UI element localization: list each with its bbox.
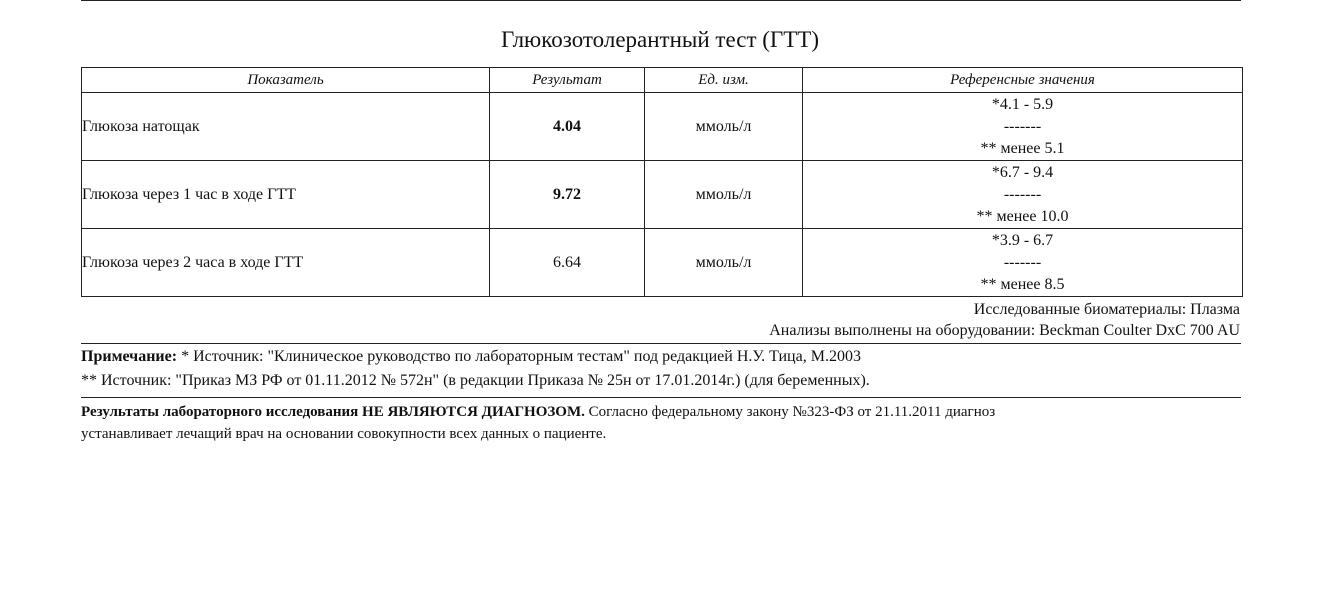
page-title: Глюкозотолерантный тест (ГТТ)	[501, 27, 819, 52]
row-value: 9.72	[490, 161, 645, 229]
table-row	[82, 229, 1243, 297]
row-unit: ммоль/л	[645, 161, 803, 229]
row-name: Глюкоза натощак	[82, 93, 490, 161]
row-reference	[803, 161, 1243, 229]
equipment-info: Анализы выполнены на оборудовании: Beckman Coulter DxC 700 AU	[769, 322, 1240, 339]
row-value: 6.64	[490, 229, 645, 297]
ref-line: ** менее 10.0	[976, 207, 1069, 225]
header-result: Результат	[490, 68, 645, 93]
disclaimer-line-2: устанавливает лечащий врач на основании совокупности всех данных о пациенте.	[81, 426, 607, 442]
disclaimer	[81, 401, 1241, 445]
row-name: Глюкоза через 2 часа в ходе ГТТ	[82, 229, 490, 297]
row-name: Глюкоза через 1 час в ходе ГТТ	[82, 161, 490, 229]
ref-line: ** менее 8.5	[980, 275, 1065, 293]
biomaterial-info: Исследованные биоматериалы: Плазма	[973, 301, 1240, 318]
ref-line: *4.1 - 5.9	[991, 95, 1054, 113]
note-source-1: * Источник: "Клиническое руководство по лабораторным тестам" под редакцией Н.У. Тица, М.2003	[177, 348, 861, 365]
table-row	[82, 161, 1243, 229]
ref-separator: -------	[1003, 253, 1042, 271]
note-label: Примечание:	[81, 348, 178, 365]
row-reference	[803, 93, 1243, 161]
note-line-2: ** Источник: "Приказ МЗ РФ от 01.11.2012 № 572н" (в редакции Приказа № 25н от 17.01.2014г.) (для беременных).	[81, 372, 870, 389]
header-reference: Референсные значения	[803, 68, 1243, 93]
table-header-row	[82, 68, 1243, 93]
disclaimer-bold: Результаты лабораторного исследования НЕ ЯВЛЯЮТСЯ ДИАГНОЗОМ.	[81, 404, 585, 420]
note-line-1	[81, 345, 1241, 369]
ref-line: ** менее 5.1	[980, 139, 1065, 157]
header-unit: Ед. изм.	[645, 68, 803, 93]
top-rule	[81, 0, 1241, 1]
table-row	[82, 93, 1243, 161]
header-indicator: Показатель	[82, 68, 490, 93]
divider	[81, 397, 1241, 398]
divider	[81, 343, 1241, 344]
disclaimer-line-1	[81, 401, 1241, 423]
ref-line: *6.7 - 9.4	[991, 163, 1054, 181]
ref-line: *3.9 - 6.7	[991, 231, 1054, 249]
results-table	[81, 67, 1243, 297]
ref-separator: -------	[1003, 185, 1042, 203]
row-unit: ммоль/л	[645, 93, 803, 161]
row-reference	[803, 229, 1243, 297]
ref-separator: -------	[1003, 117, 1042, 135]
row-unit: ммоль/л	[645, 229, 803, 297]
disclaimer-text: Согласно федеральному закону №323-ФЗ от 21.11.2011 диагноз	[584, 404, 996, 420]
row-value: 4.04	[490, 93, 645, 161]
